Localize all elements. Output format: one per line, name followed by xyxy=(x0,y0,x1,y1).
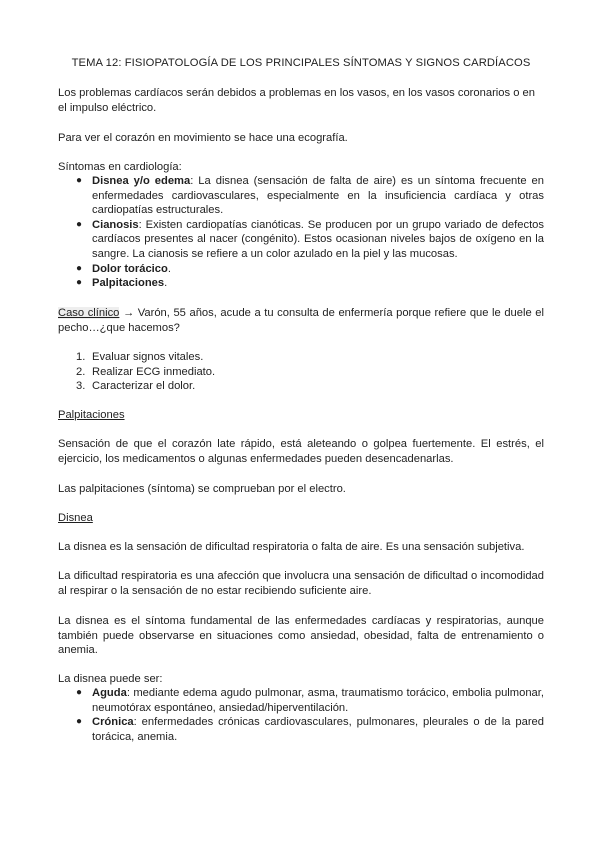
list-item-term: Disnea y/o edema xyxy=(92,175,191,187)
bullet-icon: ● xyxy=(76,687,83,698)
list-item-text: : enfermedades crónicas cardiovasculares, pulmonares, pleurales o de la pared torácica, anemia. xyxy=(92,716,544,743)
list-item-text: . xyxy=(164,277,168,290)
list-item-text: Evaluar signos vitales. xyxy=(92,351,204,363)
bullet-icon: ● xyxy=(76,175,83,186)
bullet-icon: ● xyxy=(76,218,83,230)
caso-clinico-label: Caso clínico xyxy=(58,307,120,319)
list-item xyxy=(58,350,544,365)
bullet-icon: ● xyxy=(76,716,83,728)
list-item-term: Dolor torácico xyxy=(92,262,168,275)
list-item-term: Aguda xyxy=(92,687,127,699)
pasos-list xyxy=(58,350,544,394)
list-item xyxy=(58,276,544,291)
intro-paragraph-1: Los problemas cardíacos serán debidos a problemas en los vasos, en los vasos coronarios o en el impulso eléctrico. xyxy=(58,87,535,114)
bullet-icon: ● xyxy=(76,262,83,274)
bullet-icon: ● xyxy=(76,277,83,289)
list-item xyxy=(58,365,544,380)
list-item-text: Caracterizar el dolor. xyxy=(92,380,196,393)
list-item-text: : Existen cardiopatías cianóticas. Se producen por un grupo variado de defectos cardíacos presentes al nacer (congénito). Estos ocasionan niveles bajos de oxígeno en la sangre. La cianosis se refiere a un color azulado en la piel y las mucosas. xyxy=(92,218,544,260)
list-item xyxy=(58,262,544,277)
list-item-text: Realizar ECG inmediato. xyxy=(92,365,216,378)
sintomas-heading: Síntomas en cardiología: xyxy=(58,161,182,173)
list-item-text: : La disnea (sensación de falta de aire) es un síntoma frecuente en enfermedades cardiovasculares, especialmente en la insuficiencia cardíaca y otras cardiopatías estructurales. xyxy=(92,175,544,217)
list-item xyxy=(58,174,544,218)
palpitaciones-heading: Palpitaciones xyxy=(58,409,125,421)
palpitaciones-paragraph-2: Las palpitaciones (síntoma) se comprueban por el electro. xyxy=(58,483,346,495)
list-item-text: : mediante edema agudo pulmonar, asma, traumatismo torácico, embolia pulmonar, neumotórax espontáneo, ansiedad/hiperventilación. xyxy=(92,687,544,714)
caso-clinico-paragraph xyxy=(58,306,544,335)
sintomas-list xyxy=(58,174,544,291)
list-item-term: Crónica xyxy=(92,716,134,729)
list-item-term: Cianosis xyxy=(92,218,139,231)
disnea-heading: Disnea xyxy=(58,512,93,524)
palpitaciones-paragraph-1: Sensación de que el corazón late rápido, está aleteando o golpea fuertemente. El estrés, el ejercicio, los medicamentos o algunas enfermedades pueden desencadenarlas. xyxy=(58,438,544,465)
list-item xyxy=(58,686,544,715)
list-number: 2. xyxy=(76,365,86,378)
disnea-paragraph-4: La disnea puede ser: xyxy=(58,673,163,685)
list-item-term: Palpitaciones xyxy=(92,277,165,290)
document-title: TEMA 12: FISIOPATOLOGÍA DE LOS PRINCIPALES SÍNTOMAS Y SIGNOS CARDÍACOS xyxy=(71,57,531,69)
disnea-paragraph-1: La disnea es la sensación de dificultad respiratoria o falta de aire. Es una sensación subjetiva. xyxy=(58,541,525,553)
disnea-tipos-list xyxy=(58,686,544,744)
list-item xyxy=(58,715,544,744)
list-number: 1. xyxy=(76,351,86,363)
caso-clinico-text: → Varón, 55 años, acude a tu consulta de enfermería porque refiere que le duele el pecho…¿que hacemos? xyxy=(58,307,544,334)
intro-paragraph-2: Para ver el corazón en movimiento se hace una ecografía. xyxy=(58,132,348,144)
list-item xyxy=(58,218,544,262)
disnea-paragraph-3: La disnea es el síntoma fundamental de las enfermedades cardíacas y respiratorias, aunque también puede observarse en situaciones como ansiedad, obesidad, falta de entrenamiento o anemia. xyxy=(58,615,544,657)
list-item xyxy=(58,379,544,394)
list-item-text: . xyxy=(167,262,171,275)
list-number: 3. xyxy=(76,380,86,393)
disnea-paragraph-2: La dificultad respiratoria es una afección que involucra una sensación de dificultad o incomodidad al respirar o la sensación de no estar recibiendo suficiente aire. xyxy=(58,570,544,597)
